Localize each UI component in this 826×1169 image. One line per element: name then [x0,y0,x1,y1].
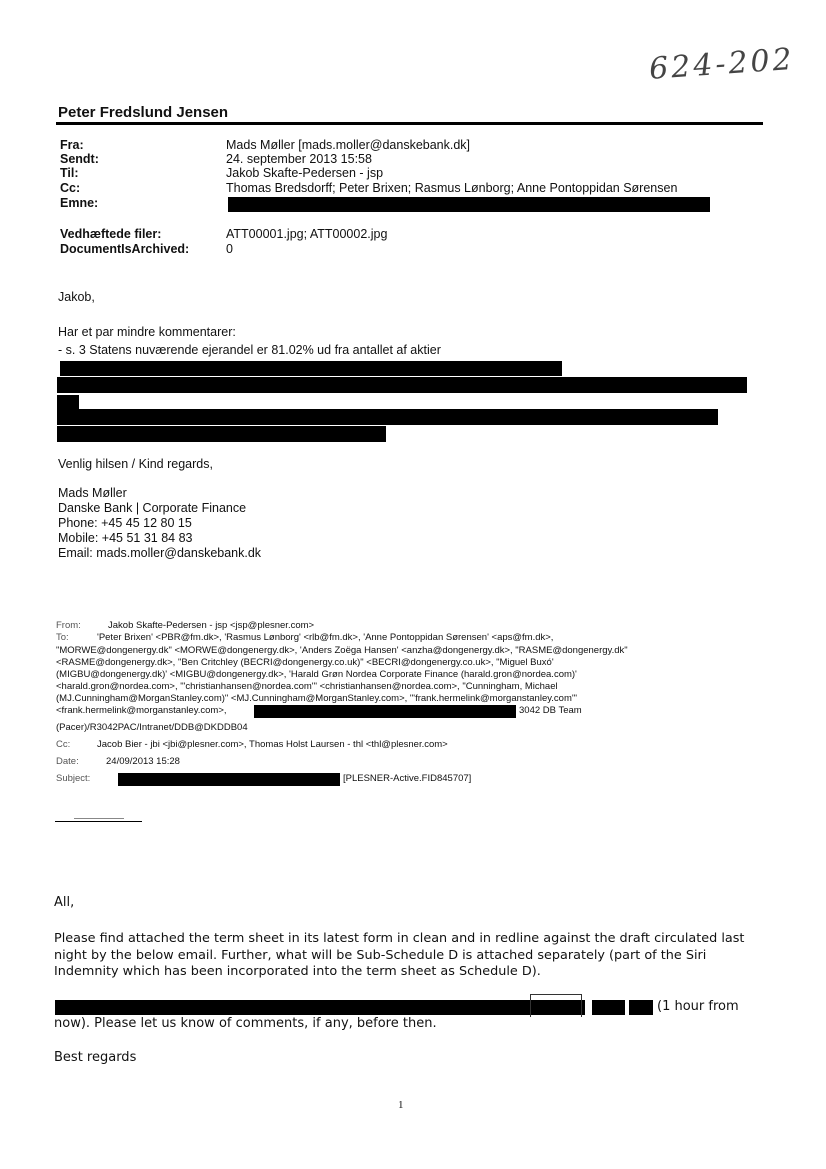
til-label: Til: [60,166,79,180]
redaction-bar [118,773,340,786]
fwd-to-line: <harald.gron@nordea.com>, "'christianhansen@nordea.com'" <christianhansen@nordea.com>, "Cunningham, Michael [56,681,558,692]
redaction-bar [57,409,718,425]
fwd-from-value: Jakob Skafte-Pedersen - jsp <jsp@plesner.com> [108,620,315,631]
fra-value: Mads Møller [mads.moller@danskebank.dk] [226,138,471,152]
fwd-date-label: Date: [56,756,79,767]
fwd-to-line: 'Peter Brixen' <PBR@fm.dk>, 'Rasmus Lønborg' <rlb@fm.dk>, 'Anne Pontoppidan Sørensen' <aps@fm.dk>, [97,632,554,643]
sendt-label: Sendt: [60,152,99,166]
fwd-subject-label: Subject: [56,773,91,784]
fwd-date-value: 24/09/2013 15:28 [106,756,180,767]
reply-bullet: - s. 3 Statens nuværende ejerandel er 81.02% ud fra antallet af aktier [58,343,441,357]
reply-greeting: Jakob, [58,290,95,304]
fwd-to-line: "MORWE@dongenergy.dk" <MORWE@dongenergy.dk>, 'Anders Zoëga Hansen' <anzha@dongenergy.dk>, "RASME@dongenergy.dk" [56,645,628,656]
page-number: 1 [398,1099,404,1111]
fwd-to-line: (MIGBU@dongenergy.dk)' <MIGBU@dongenergy.dk>, 'Harald Grøn Nordea Corporate Finance (harald.gron@nordea.com)' [56,669,577,680]
archived-label: DocumentIsArchived: [60,242,190,256]
redaction-bar [57,426,386,442]
original-greeting: All, [54,895,75,910]
redaction-bar [592,1000,625,1015]
redaction-bar [254,705,516,718]
emne-redaction [228,197,710,212]
signature-email: Email: mads.moller@danskebank.dk [58,546,262,560]
signature-phone: Phone: +45 45 12 80 15 [58,516,192,530]
fwd-to-line: <frank.hermelink@morganstanley.com>, [56,705,227,716]
vedhaeftede-label: Vedhæftede filer: [60,227,162,241]
fwd-to-label: To: [56,632,69,643]
original-line-continuation: now). Please let us know of comments, if any, before then. [54,1016,437,1031]
redaction-bar [60,361,562,376]
sendt-value: 24. september 2013 15:58 [226,152,372,166]
title-rule [56,122,763,125]
page-title: Peter Fredslund Jensen [58,104,229,121]
fwd-to-line: (Pacer)/R3042PAC/Intranet/DDB@DKDDB04 [56,722,248,733]
reply-intro: Har et par mindre kommentarer: [58,325,236,339]
redaction-outline [530,994,582,1017]
handwritten-stamp: 624-202 [648,41,796,87]
fwd-cc-value: Jacob Bier - jbi <jbi@plesner.com>, Thomas Holst Laursen - thl <thl@plesner.com> [97,739,448,750]
cc-value: Thomas Bredsdorff; Peter Brixen; Rasmus Lønborg; Anne Pontoppidan Sørensen [226,181,678,195]
fra-label: Fra: [60,138,84,152]
cc-label: Cc: [60,181,81,195]
separator-line [74,818,124,819]
fwd-cc-label: Cc: [56,739,71,750]
redaction-bar [57,395,79,409]
redaction-bar [57,377,747,393]
reply-signoff: Venlig hilsen / Kind regards, [58,457,213,471]
redaction-bar [629,1000,653,1015]
fwd-to-line: (MJ.Cunningham@MorganStanley.com)" <MJ.Cunningham@MorganStanley.com>, "'frank.hermelink@morganstanley.com'" [56,693,578,704]
archived-value: 0 [226,242,233,256]
vedhaeftede-value: ATT00001.jpg; ATT00002.jpg [226,227,388,241]
fwd-to-line: <RASME@dongenergy.dk>, "Ben Critchley (BECRI@dongenergy.co.uk)" <BECRI@dongenergy.co.uk>, "Miguel Buxó' [56,657,554,668]
signature-mobile: Mobile: +45 51 31 84 83 [58,531,193,545]
original-closing: Best regards [54,1050,137,1065]
separator-line [55,821,142,822]
fwd-from-label: From: [56,620,81,631]
fwd-to-team: 3042 DB Team [519,705,582,716]
original-paragraph: Please find attached the term sheet in its latest form in clean and in redline against the draft circulated last night by the below email. Further, what will be Sub-Schedule D is attached separately (part of the Siri Indemnity which has been incorporated into the term sheet as Schedule D). [54,931,745,979]
signature-name: Mads Møller [58,486,127,500]
til-value: Jakob Skafte-Pedersen - jsp [226,166,384,180]
redaction-bar [55,1000,585,1015]
fwd-subject-value: [PLESNER-Active.FID845707] [343,773,472,784]
signature-company: Danske Bank | Corporate Finance [58,501,247,515]
original-line-tail: (1 hour from [657,999,739,1014]
emne-label: Emne: [60,196,99,210]
